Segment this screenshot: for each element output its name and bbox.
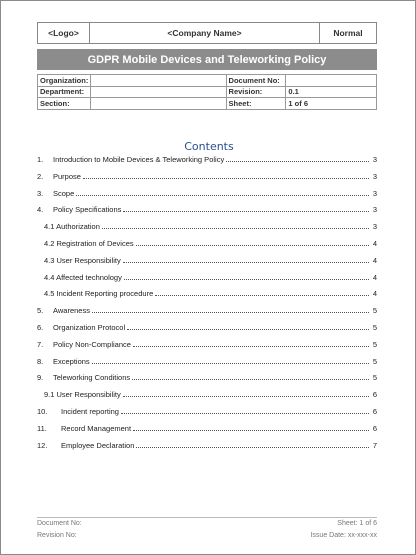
department-value bbox=[91, 86, 226, 98]
toc-entry-title: Teleworking Conditions bbox=[53, 373, 131, 383]
toc-entry-page: 5 bbox=[372, 339, 377, 349]
toc-entry-page: 3 bbox=[372, 222, 377, 232]
toc-entry-number: 4. bbox=[37, 205, 44, 215]
footer-sheet: Sheet: 1 of 6 bbox=[337, 520, 377, 527]
toc-heading: Contents bbox=[184, 140, 234, 153]
toc-entry-page: 4 bbox=[372, 272, 377, 282]
toc-leader-dots bbox=[133, 430, 369, 431]
toc-leader-dots bbox=[102, 228, 369, 229]
toc-leader-dots bbox=[123, 262, 369, 263]
toc-leader-dots bbox=[133, 346, 369, 347]
meta-row bbox=[38, 86, 377, 98]
toc-entry[interactable] bbox=[37, 340, 377, 357]
header-table bbox=[37, 22, 377, 44]
toc-entry[interactable] bbox=[37, 357, 377, 374]
toc-entry-number: 10. bbox=[37, 406, 48, 416]
toc-entry-title: 4.3 User Responsibility bbox=[44, 255, 121, 265]
toc-entry-title: Record Management bbox=[61, 423, 132, 433]
toc-entry-page: 4 bbox=[372, 289, 377, 299]
revision-value: 0.1 bbox=[286, 86, 377, 98]
toc-entry-page: 7 bbox=[372, 440, 377, 450]
toc-entry[interactable] bbox=[37, 189, 377, 206]
toc-entry-page: 4 bbox=[372, 255, 377, 265]
toc-entry[interactable] bbox=[37, 323, 377, 340]
toc-entry[interactable] bbox=[37, 373, 377, 390]
organization-label: Organization: bbox=[38, 75, 91, 87]
toc-entry[interactable] bbox=[37, 256, 377, 273]
toc-leader-dots bbox=[121, 413, 369, 414]
toc-entry[interactable] bbox=[37, 306, 377, 323]
toc-entry-title: 4.2 Registration of Devices bbox=[44, 238, 134, 248]
sheet-label: Sheet: bbox=[226, 98, 286, 110]
footer-document-no: Document No: bbox=[37, 520, 82, 527]
section-value bbox=[91, 98, 226, 110]
meta-row bbox=[38, 75, 377, 87]
document-meta-table bbox=[37, 74, 377, 110]
toc-entry-page: 6 bbox=[372, 406, 377, 416]
footer-issue-date: Issue Date: xx-xxx-xx bbox=[310, 532, 377, 539]
table-of-contents bbox=[37, 155, 377, 457]
toc-entry-page: 5 bbox=[372, 373, 377, 383]
toc-entry-page: 3 bbox=[372, 188, 377, 198]
toc-entry-number: 2. bbox=[37, 171, 44, 181]
classification-label: Normal bbox=[333, 28, 363, 38]
toc-entry-number: 7. bbox=[37, 339, 44, 349]
toc-entry-page: 4 bbox=[372, 238, 377, 248]
logo-placeholder: <Logo> bbox=[38, 23, 90, 43]
toc-entry-page: 3 bbox=[372, 171, 377, 181]
section-label: Section: bbox=[38, 98, 91, 110]
revision-label: Revision: bbox=[226, 86, 286, 98]
toc-entry-number: 8. bbox=[37, 356, 44, 366]
toc-entry-title: 9.1 User Responsibility bbox=[44, 390, 121, 400]
toc-leader-dots bbox=[132, 379, 369, 380]
toc-entry[interactable] bbox=[37, 222, 377, 239]
toc-entry-title: 4.4 Affected technology bbox=[44, 272, 122, 282]
toc-entry-number: 1. bbox=[37, 155, 44, 164]
toc-entry[interactable] bbox=[37, 172, 377, 189]
toc-entry-page: 3 bbox=[372, 155, 377, 164]
toc-leader-dots bbox=[123, 211, 369, 212]
toc-entry-title: Awareness bbox=[53, 306, 90, 316]
toc-entry-page: 3 bbox=[372, 205, 377, 215]
department-label: Department: bbox=[38, 86, 91, 98]
toc-entry-page: 5 bbox=[372, 356, 377, 366]
toc-entry-number: 5. bbox=[37, 306, 44, 316]
toc-entry-title: Exceptions bbox=[53, 356, 90, 366]
toc-entry-title: Policy Specifications bbox=[53, 205, 122, 215]
toc-entry-title: Policy Non-Compliance bbox=[53, 339, 131, 349]
toc-leader-dots bbox=[136, 245, 369, 246]
toc-leader-dots bbox=[83, 178, 369, 179]
toc-leader-dots bbox=[92, 312, 369, 313]
toc-leader-dots bbox=[136, 447, 369, 448]
toc-entry[interactable] bbox=[37, 407, 377, 424]
toc-entry-page: 6 bbox=[372, 423, 377, 433]
toc-leader-dots bbox=[123, 396, 369, 397]
footer-revision-no: Revision No: bbox=[37, 532, 77, 539]
toc-entry-title: 4.1 Authorization bbox=[44, 222, 100, 232]
meta-row bbox=[38, 98, 377, 110]
toc-entry-title: 4.5 Incident Reporting procedure bbox=[44, 289, 154, 299]
document-no-value bbox=[286, 75, 377, 87]
toc-entry[interactable] bbox=[37, 239, 377, 256]
toc-entry-title: Scope bbox=[53, 188, 75, 198]
toc-entry-number: 9. bbox=[37, 373, 44, 383]
footer-divider bbox=[37, 517, 377, 518]
toc-entry-number: 6. bbox=[37, 322, 44, 332]
toc-entry[interactable] bbox=[37, 289, 377, 306]
toc-entry[interactable] bbox=[37, 424, 377, 441]
sheet-value: 1 of 6 bbox=[286, 98, 377, 110]
toc-entry-number: 12. bbox=[37, 440, 48, 450]
document-title: GDPR Mobile Devices and Teleworking Policy bbox=[37, 49, 377, 70]
toc-leader-dots bbox=[155, 295, 369, 296]
toc-entry[interactable] bbox=[37, 155, 377, 172]
organization-value bbox=[91, 75, 226, 87]
toc-leader-dots bbox=[76, 195, 369, 196]
toc-entry-title: Employee Declaration bbox=[61, 440, 135, 450]
toc-entry-number: 3. bbox=[37, 188, 44, 198]
toc-entry-title: Purpose bbox=[53, 171, 81, 181]
toc-entry[interactable] bbox=[37, 273, 377, 290]
toc-entry-title: Incident reporting bbox=[61, 406, 119, 416]
document-no-label: Document No: bbox=[226, 75, 286, 87]
toc-entry[interactable] bbox=[37, 441, 377, 458]
toc-entry-title: Organization Protocol bbox=[53, 322, 126, 332]
toc-entry[interactable] bbox=[37, 205, 377, 222]
toc-entry-title: Introduction to Mobile Devices & Teleworking Policy bbox=[53, 155, 225, 164]
page-footer bbox=[37, 520, 377, 544]
toc-leader-dots bbox=[127, 329, 369, 330]
toc-entry-page: 6 bbox=[372, 390, 377, 400]
toc-entry[interactable] bbox=[37, 390, 377, 407]
company-name: <Company Name> bbox=[90, 23, 320, 43]
toc-entry-number: 11. bbox=[37, 423, 47, 433]
toc-entry-page: 5 bbox=[372, 322, 377, 332]
toc-leader-dots bbox=[124, 279, 369, 280]
toc-entry-page: 5 bbox=[372, 306, 377, 316]
toc-leader-dots bbox=[226, 161, 369, 162]
toc-leader-dots bbox=[92, 363, 369, 364]
